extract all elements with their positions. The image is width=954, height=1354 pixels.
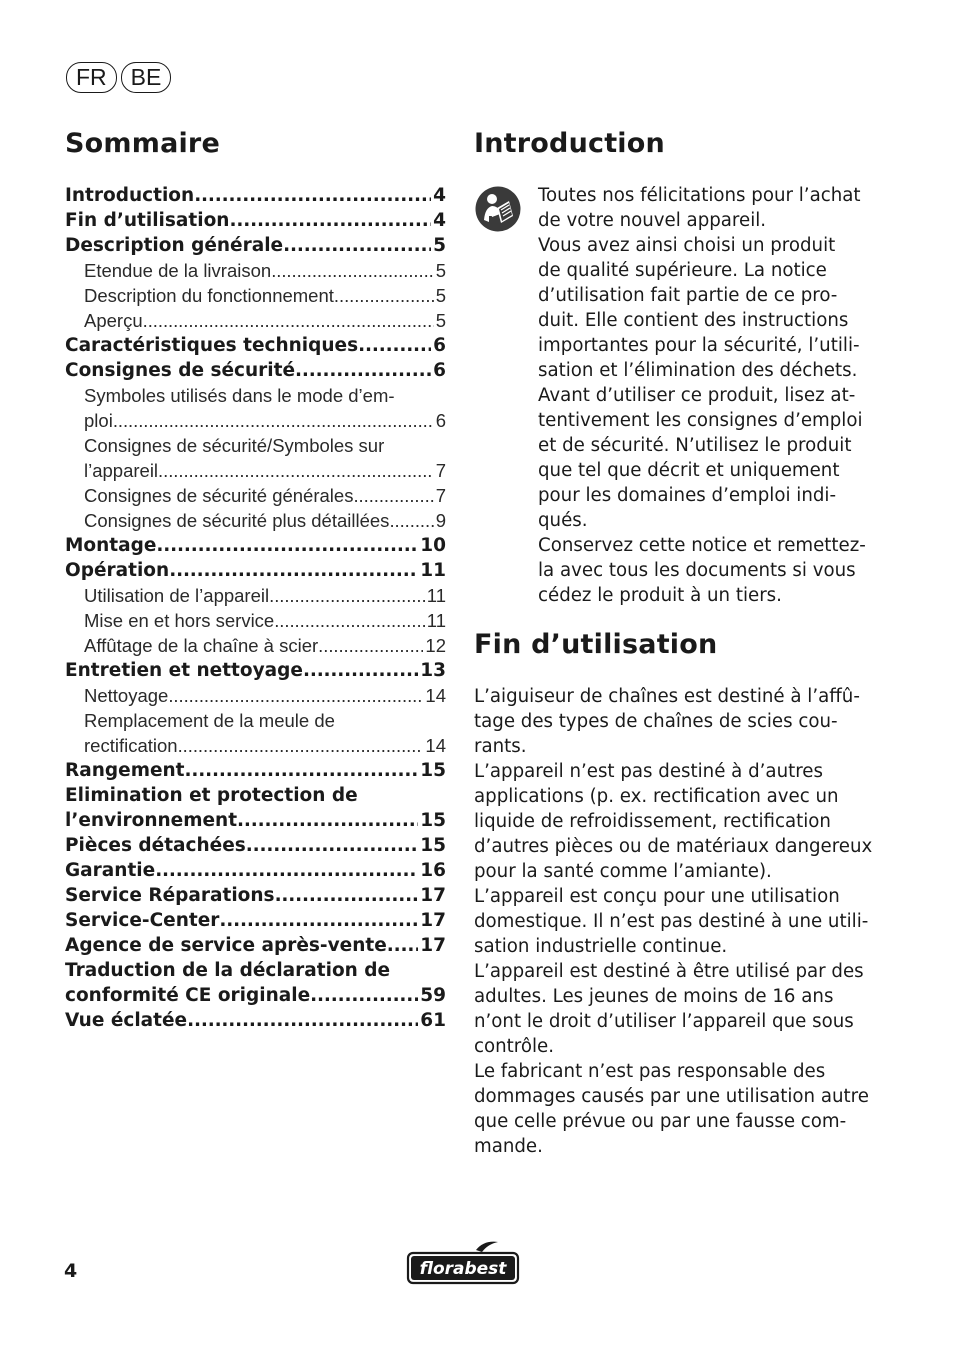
text-line: dommages causés par une utilisation autre (474, 1086, 869, 1107)
text-line: contrôle. (474, 1036, 555, 1057)
toc-dot-leader (168, 683, 423, 708)
toc-page-number: 4 (433, 210, 446, 231)
toc-entry-title: Nettoyage (84, 685, 169, 706)
toc-entry (65, 258, 446, 283)
toc-entry-title: conformité CE originale (65, 985, 311, 1006)
text-line: L’appareil n’est pas destiné à d’autres (474, 761, 823, 782)
text-line: Toutes nos félicitations pour l’achat (538, 185, 861, 206)
toc-dot-leader (269, 583, 425, 608)
toc-entry-title: Consignes de sécurité/Symboles sur (84, 435, 385, 456)
fin-utilisation-text (474, 684, 872, 1159)
toc-dot-leader (353, 483, 433, 508)
text-line: Le fabricant n’est pas responsable des (474, 1061, 826, 1082)
toc-dot-leader (156, 533, 418, 558)
toc-page-number: 14 (425, 735, 446, 756)
toc-entry (65, 633, 446, 658)
toc-dot-leader (178, 733, 424, 758)
toc-page-number: 61 (420, 1010, 446, 1031)
table-of-contents (65, 183, 446, 1033)
toc-dot-leader (271, 258, 434, 283)
toc-entry (65, 333, 446, 358)
toc-dot-leader (113, 408, 434, 433)
toc-entry-title: Service Réparations (65, 885, 275, 906)
toc-dot-leader (187, 1008, 418, 1033)
sommaire-heading: Sommaire (65, 128, 220, 159)
text-line: importantes pour la sécurité, l’utili- (538, 335, 860, 356)
toc-page-number: 17 (420, 885, 446, 906)
toc-entry-title: Aperçu (84, 310, 143, 331)
logo-text: florabest (419, 1259, 507, 1279)
toc-entry-title: Pièces détachées (65, 835, 246, 856)
toc-entry (65, 808, 446, 833)
toc-dot-leader (229, 208, 431, 233)
toc-entry-title: Caractéristiques techniques (65, 335, 359, 356)
toc-dot-leader (194, 183, 431, 208)
toc-entry-title: Agence de service après-vente (65, 935, 387, 956)
toc-entry (65, 1008, 446, 1033)
toc-entry-title: Fin d’utilisation (65, 210, 230, 231)
toc-dot-leader (310, 983, 418, 1008)
toc-entry (65, 283, 446, 308)
toc-dot-leader (275, 883, 419, 908)
toc-entry-title: Consignes de sécurité plus détaillées (84, 510, 390, 531)
text-line: applications (p. ex. rectification avec un (474, 786, 839, 807)
toc-entry-title: Utilisation de l’appareil (84, 585, 270, 606)
toc-dot-leader (358, 333, 431, 358)
text-line: que celle prévue ou par une fausse com- (474, 1111, 847, 1132)
toc-entry (65, 708, 446, 733)
toc-entry (65, 783, 446, 808)
toc-page-number: 15 (420, 835, 446, 856)
toc-page-number: 11 (420, 560, 446, 581)
toc-entry-title: Mise en et hors service (84, 610, 275, 631)
toc-entry (65, 683, 446, 708)
toc-entry (65, 558, 446, 583)
toc-entry (65, 208, 446, 233)
toc-entry-title: rectification (84, 735, 178, 756)
text-line: duit. Elle contient des instructions (538, 310, 849, 331)
text-line: tage des types de chaînes de scies cou- (474, 711, 838, 732)
text-line: que tel que décrit et uniquement (538, 460, 840, 481)
toc-entry-title: Vue éclatée (65, 1010, 188, 1031)
toc-page-number: 5 (435, 285, 446, 306)
toc-entry-title: Montage (65, 535, 157, 556)
toc-entry (65, 483, 446, 508)
toc-entry (65, 508, 446, 533)
toc-entry (65, 358, 446, 383)
toc-entry-title: Traduction de la déclaration de (65, 960, 391, 981)
read-manual-icon (475, 186, 521, 232)
toc-entry (65, 233, 446, 258)
toc-entry (65, 308, 446, 333)
text-line: sation et l’élimination des déchets. (538, 360, 858, 381)
toc-entry-title: Rangement (65, 760, 185, 781)
toc-entry (65, 433, 446, 458)
toc-page-number: 59 (420, 985, 446, 1006)
toc-page-number: 16 (420, 860, 446, 881)
toc-entry (65, 733, 446, 758)
toc-page-number: 10 (420, 535, 446, 556)
text-line: Conservez cette notice et remettez- (538, 535, 866, 556)
toc-entry-title: l’environnement (65, 810, 238, 831)
toc-entry (65, 608, 446, 633)
toc-dot-leader (246, 833, 418, 858)
toc-entry-title: ploi (84, 410, 113, 431)
toc-page-number: 7 (435, 485, 446, 506)
toc-page-number: 15 (420, 760, 446, 781)
toc-entry (65, 883, 446, 908)
text-line: cédez le produit à un tiers. (538, 585, 782, 606)
toc-entry (65, 908, 446, 933)
toc-entry-title: Etendue de la livraison (84, 260, 272, 281)
toc-dot-leader (334, 283, 434, 308)
language-badge-be: BE (121, 62, 172, 93)
toc-entry-title: Symboles utilisés dans le mode d’em- (84, 385, 395, 406)
toc-entry (65, 933, 446, 958)
toc-dot-leader (274, 608, 425, 633)
toc-page-number: 15 (420, 810, 446, 831)
toc-entry-title: l’appareil (84, 460, 159, 481)
toc-page-number: 11 (426, 585, 446, 606)
toc-entry-title: Affûtage de la chaîne à scier (84, 635, 319, 656)
toc-page-number: 6 (433, 360, 446, 381)
toc-dot-leader (143, 308, 434, 333)
toc-page-number: 11 (426, 610, 446, 631)
toc-entry-title: Garantie (65, 860, 156, 881)
fin-utilisation-heading: Fin d’utilisation (474, 629, 718, 660)
toc-entry-title: Opération (65, 560, 170, 581)
text-line: pour la santé comme l’amiante). (474, 861, 772, 882)
text-line: Avant d’utiliser ce produit, lisez at- (538, 385, 856, 406)
text-line: rants. (474, 736, 527, 757)
introduction-text (538, 183, 866, 608)
toc-dot-leader (219, 908, 418, 933)
toc-dot-leader (318, 633, 423, 658)
text-line: domestique. Il n’est pas destiné à une utili- (474, 911, 869, 932)
page-number: 4 (64, 1260, 78, 1282)
text-line: sation industrielle continue. (474, 936, 728, 957)
toc-entry (65, 183, 446, 208)
text-line: n’ont le droit d’utiliser l’appareil que sous (474, 1011, 854, 1032)
toc-entry-title: Remplacement de la meule de (84, 710, 335, 731)
text-line: Vous avez ainsi choisi un produit (538, 235, 836, 256)
toc-dot-leader (389, 508, 433, 533)
toc-dot-leader (158, 458, 434, 483)
text-line: et de sécurité. N’utilisez le produit (538, 435, 852, 456)
text-line: L’appareil est conçu pour une utilisation (474, 886, 840, 907)
toc-dot-leader (295, 358, 431, 383)
toc-dot-leader (169, 558, 418, 583)
toc-page-number: 12 (425, 635, 446, 656)
text-line: qués. (538, 510, 588, 531)
text-line: de votre nouvel appareil. (538, 210, 767, 231)
toc-page-number: 5 (435, 310, 446, 331)
toc-page-number: 17 (420, 935, 446, 956)
introduction-heading: Introduction (474, 128, 665, 159)
toc-entry (65, 658, 446, 683)
toc-dot-leader (185, 758, 419, 783)
toc-entry (65, 583, 446, 608)
toc-entry (65, 533, 446, 558)
text-line: L’appareil est destiné à être utilisé par des (474, 961, 864, 982)
text-line: tentivement les consignes d’emploi (538, 410, 863, 431)
toc-dot-leader (155, 858, 418, 883)
toc-page-number: 17 (420, 910, 446, 931)
toc-page-number: 6 (433, 335, 446, 356)
florabest-logo (406, 1240, 520, 1286)
text-line: mande. (474, 1136, 543, 1157)
toc-page-number: 9 (435, 510, 446, 531)
toc-page-number: 4 (433, 185, 446, 206)
language-badges (66, 62, 171, 93)
toc-dot-leader (237, 808, 418, 833)
toc-entry-title: Description générale (65, 235, 284, 256)
toc-entry-title: Entretien et nettoyage (65, 660, 303, 681)
toc-entry-title: Introduction (65, 185, 195, 206)
text-line: pour les domaines d’emploi indi- (538, 485, 837, 506)
toc-entry (65, 383, 446, 408)
toc-entry-title: Elimination et protection de (65, 785, 358, 806)
text-line: liquide de refroidissement, rectification (474, 811, 831, 832)
toc-entry-title: Consignes de sécurité générales (84, 485, 354, 506)
language-badge-fr: FR (66, 62, 117, 93)
text-line: de qualité supérieure. La notice (538, 260, 827, 281)
toc-dot-leader (303, 658, 418, 683)
toc-entry (65, 833, 446, 858)
text-line: L’aiguiseur de chaînes est destiné à l’affû- (474, 686, 860, 707)
toc-page-number: 6 (435, 410, 446, 431)
toc-entry-title: Consignes de sécurité (65, 360, 296, 381)
text-line: adultes. Les jeunes de moins de 16 ans (474, 986, 834, 1007)
toc-page-number: 5 (433, 235, 446, 256)
text-line: d’utilisation fait partie de ce pro- (538, 285, 838, 306)
toc-entry (65, 458, 446, 483)
toc-entry (65, 983, 446, 1008)
toc-entry (65, 408, 446, 433)
toc-page-number: 7 (435, 460, 446, 481)
toc-entry-title: Service-Center (65, 910, 220, 931)
toc-dot-leader (283, 233, 431, 258)
toc-dot-leader (387, 933, 418, 958)
text-line: la avec tous les documents si vous (538, 560, 856, 581)
toc-entry (65, 858, 446, 883)
toc-entry (65, 758, 446, 783)
toc-entry-title: Description du fonctionnement (84, 285, 334, 306)
toc-entry (65, 958, 446, 983)
toc-page-number: 5 (435, 260, 446, 281)
text-line: d’autres pièces ou de matériaux dangereux (474, 836, 873, 857)
toc-page-number: 13 (420, 660, 446, 681)
toc-page-number: 14 (425, 685, 446, 706)
